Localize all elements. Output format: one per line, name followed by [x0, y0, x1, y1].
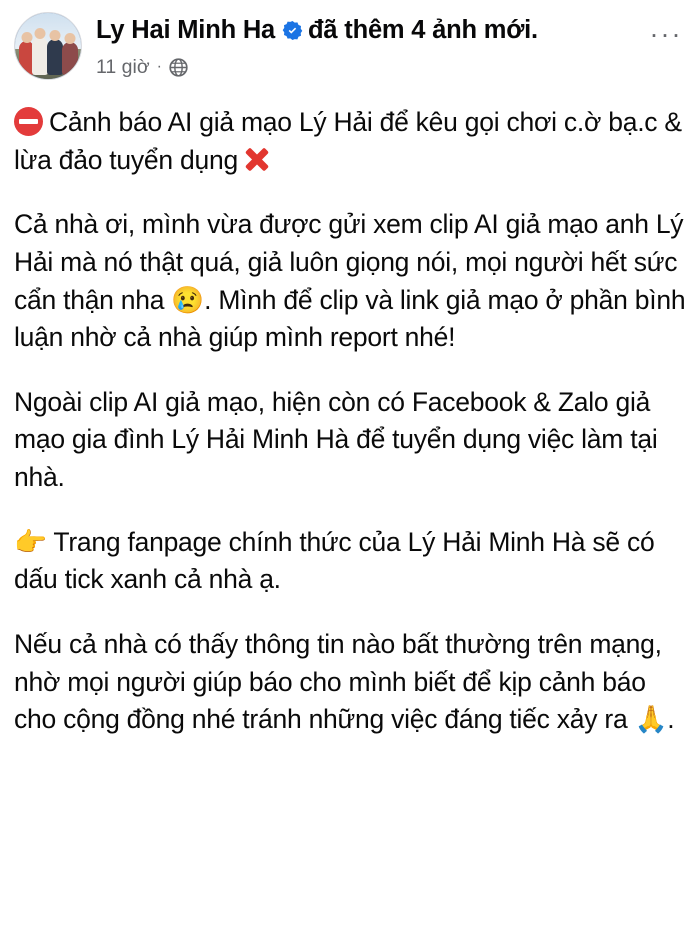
meta-separator: · — [156, 58, 162, 76]
post-action-text: đã thêm 4 ảnh mới. — [308, 16, 538, 44]
no-entry-icon — [14, 107, 43, 136]
post-timestamp[interactable]: 11 giờ — [96, 55, 150, 78]
post-paragraph-text: Cảnh báo AI giả mạo Lý Hải để kêu gọi chơi c.ờ bạ.c & lừa đảo tuyển dụng — [14, 107, 682, 175]
post-meta — [96, 56, 632, 79]
avatar[interactable] — [14, 12, 82, 80]
author-name[interactable]: Ly Hai Minh Ha — [96, 16, 276, 44]
globe-icon[interactable] — [169, 58, 188, 77]
post-header — [14, 8, 686, 80]
post-header-text — [96, 12, 632, 79]
post-author-line — [96, 14, 632, 47]
post-paragraph: Cả nhà ơi, mình vừa được gửi xem clip AI giả mạo anh Lý Hải mà nó thật quá, giả luôn giọng nói, mọi người hết sức cẩn thận nha 😢. Mình để clip và link giả mạo ở phần bình luận nhờ cả nhà giúp mình report nhé! — [14, 209, 686, 353]
post-paragraph: Ngoài clip AI giả mạo, hiện còn có Facebook & Zalo giả mạo gia đình Lý Hải Minh Hà để tuyển dụng việc làm tại nhà. — [14, 386, 658, 492]
verified-badge-icon — [282, 17, 303, 38]
post-body — [14, 104, 686, 739]
post-paragraph — [14, 104, 686, 179]
post-more-options-button[interactable]: ··· — [649, 18, 683, 49]
red-cross-icon — [244, 146, 271, 173]
post-paragraph: Nếu cả nhà có thấy thông tin nào bất thường trên mạng, nhờ mọi người giúp báo cho mình biết để kịp cảnh báo cho cộng đồng nhé tránh những việc đáng tiếc xảy ra 🙏. — [14, 628, 675, 735]
post-paragraph: 👉 Trang fanpage chính thức của Lý Hải Minh Hà sẽ có dấu tick xanh cả nhà ạ. — [14, 526, 655, 595]
